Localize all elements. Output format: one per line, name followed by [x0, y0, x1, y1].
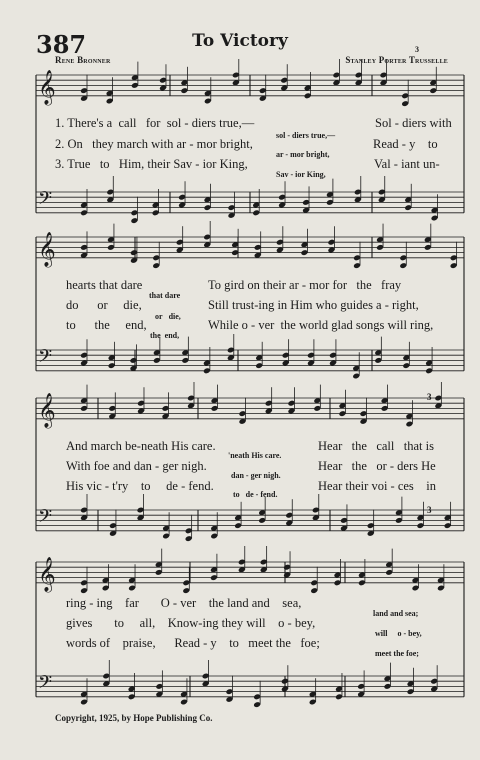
echo-lyric: that dare	[149, 291, 181, 300]
lyric-line: hearts that dare	[66, 278, 143, 292]
lyric-line: With foe and dan - ger nigh.	[66, 459, 207, 473]
hymn-number: 387	[36, 30, 87, 59]
echo-lyric: Sav - ior King,	[276, 170, 326, 179]
page-mark: 3	[415, 45, 419, 54]
treble-clef-icon: 𝄞	[38, 69, 56, 105]
bass-clef-icon: 𝄢	[38, 346, 53, 372]
triplet-marker: 3	[427, 392, 432, 402]
echo-lyric: or die,	[155, 312, 181, 321]
lyric-line: His vic - t'ry to de - fend.	[66, 479, 214, 493]
treble-clef-icon: 𝄞	[38, 556, 56, 592]
lyric-line: Hear the call that is	[318, 439, 434, 453]
lyric-line: Hear their voi - ces in	[318, 479, 437, 493]
lyric-line: ring - ing far O - ver the land and sea,	[66, 596, 302, 610]
triplet-marker: 3	[427, 505, 432, 515]
composer-credit: Stanley Porter Trusselle	[345, 55, 448, 65]
lyric-line: Still trust-ing in Him who guides a - right,	[208, 298, 419, 312]
lyric-line: 1. There's a call for sol - diers true,—	[55, 116, 255, 130]
lyric-line: And march be-neath His care.	[66, 439, 216, 453]
lyric-line: words of praise, Read - y to meet the foe;	[66, 636, 320, 650]
bass-clef-icon: 𝄢	[38, 188, 53, 214]
treble-clef-icon: 𝄞	[38, 392, 56, 428]
echo-lyric: meet the foe;	[375, 649, 419, 658]
lyric-line: 2. On they march with ar - mor bright,	[55, 137, 253, 151]
lyric-line: 3. True to Him, their Sav - ior King,	[55, 157, 248, 171]
echo-lyric: land and sea;	[373, 609, 419, 618]
lyric-line: Hear the or - ders He	[318, 459, 436, 473]
lyric-line: Sol - diers with	[375, 116, 452, 130]
lyric-line: gives to all, Know-ing they will o - bey,	[66, 616, 316, 630]
hymn-title: To Victory	[192, 31, 288, 51]
bass-clef-icon: 𝄢	[38, 506, 53, 532]
lyric-line: do or die,	[66, 298, 142, 312]
echo-lyric: will o - bey,	[375, 629, 422, 638]
lyric-line: Val - iant un-	[374, 157, 440, 171]
echo-lyric: dan - ger nigh.	[231, 471, 281, 480]
lyric-line: While o - ver the world glad songs will ring,	[208, 318, 434, 332]
treble-clef-icon: 𝄞	[38, 231, 56, 267]
echo-lyric: ar - mor bright,	[276, 150, 330, 159]
lyric-line: To gird on their ar - mor for the fray	[208, 278, 402, 292]
echo-lyric: the end,	[150, 331, 180, 340]
bass-clef-icon: 𝄢	[38, 672, 53, 698]
echo-lyric: 'neath His care.	[228, 451, 282, 460]
echo-lyric: to de - fend.	[233, 490, 278, 499]
lyricist-credit: Rene Bronner	[55, 55, 111, 65]
echo-lyric: sol - diers true,—	[276, 131, 336, 140]
lyric-line: to the end,	[66, 318, 147, 332]
lyric-line: Read - y to	[373, 137, 438, 151]
copyright-notice: Copyright, 1925, by Hope Publishing Co.	[55, 713, 213, 723]
